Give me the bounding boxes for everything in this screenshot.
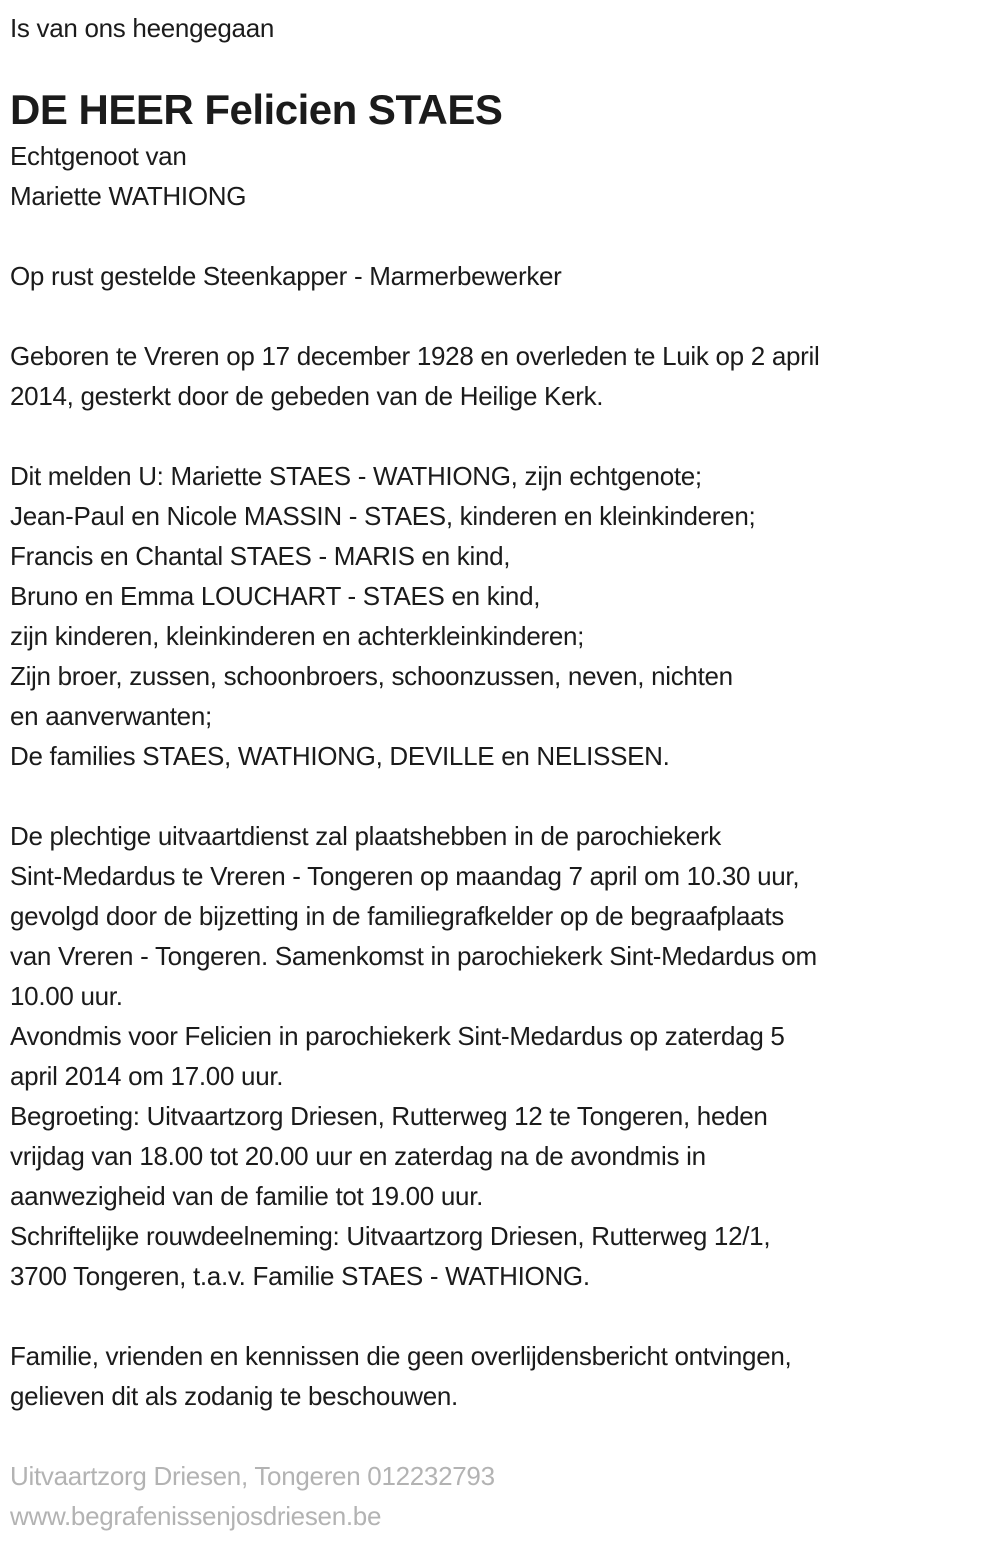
text-line: april 2014 om 17.00 uur.: [10, 1061, 284, 1091]
services-paragraph: [10, 816, 982, 1296]
profession: Op rust gestelde Steenkapper - Marmerbewerker: [10, 261, 562, 291]
website-line: www.begrafenissenjosdriesen.be: [10, 1501, 382, 1531]
text-line: Bruno en Emma LOUCHART - STAES en kind,: [10, 581, 541, 611]
text-line: van Vreren - Tongeren. Samenkomst in parochiekerk Sint-Medardus om: [10, 941, 817, 971]
text-line: Geboren te Vreren op 17 december 1928 en overleden te Luik op 2 april: [10, 341, 820, 371]
text-line: 10.00 uur.: [10, 981, 123, 1011]
text-line: Jean-Paul en Nicole MASSIN - STAES, kinderen en kleinkinderen;: [10, 501, 756, 531]
text-line: vrijdag van 18.00 tot 20.00 uur en zaterdag na de avondmis in: [10, 1141, 706, 1171]
announcement-paragraph: [10, 456, 982, 776]
text-line: Francis en Chantal STAES - MARIS en kind,: [10, 541, 511, 571]
closing-paragraph: [10, 1336, 982, 1416]
publisher-line: Uitvaartzorg Driesen, Tongeren 012232793: [10, 1461, 495, 1491]
text-line: 3700 Tongeren, t.a.v. Familie STAES - WATHIONG.: [10, 1261, 590, 1291]
text-line: Sint-Medardus te Vreren - Tongeren op maandag 7 april om 10.30 uur,: [10, 861, 800, 891]
life-dates-paragraph: [10, 336, 982, 416]
text-line: 2014, gesterkt door de gebeden van de Heilige Kerk.: [10, 381, 604, 411]
text-line: zijn kinderen, kleinkinderen en achterkleinkinderen;: [10, 621, 585, 651]
text-line: Begroeting: Uitvaartzorg Driesen, Rutterweg 12 te Tongeren, heden: [10, 1101, 768, 1131]
text-line: Familie, vrienden en kennissen die geen overlijdensbericht ontvingen,: [10, 1341, 792, 1371]
text-line: De plechtige uitvaartdienst zal plaatshebben in de parochiekerk: [10, 821, 722, 851]
deceased-name: DE HEER Felicien STAES: [10, 86, 503, 133]
text-line: Dit melden U: Mariette STAES - WATHIONG, zijn echtgenote;: [10, 461, 702, 491]
text-line: gevolgd door de bijzetting in de familiegrafkelder op de begraafplaats: [10, 901, 784, 931]
text-line: Schriftelijke rouwdeelneming: Uitvaartzorg Driesen, Rutterweg 12/1,: [10, 1221, 771, 1251]
profession-paragraph: [10, 256, 982, 296]
text-line: gelieven dit als zodanig te beschouwen.: [10, 1381, 458, 1411]
text-line: De families STAES, WATHIONG, DEVILLE en NELISSEN.: [10, 741, 670, 771]
text-line: aanwezigheid van de familie tot 19.00 uur.: [10, 1181, 484, 1211]
footer: [10, 1456, 982, 1536]
text-line: en aanverwanten;: [10, 701, 212, 731]
spouse-label: Echtgenoot van: [10, 141, 187, 171]
text-line: Avondmis voor Felicien in parochiekerk Sint-Medardus op zaterdag 5: [10, 1021, 785, 1051]
intro-line: Is van ons heengegaan: [10, 13, 275, 43]
spouse-name: Mariette WATHIONG: [10, 181, 247, 211]
text-line: Zijn broer, zussen, schoonbroers, schoonzussen, neven, nichten: [10, 661, 733, 691]
